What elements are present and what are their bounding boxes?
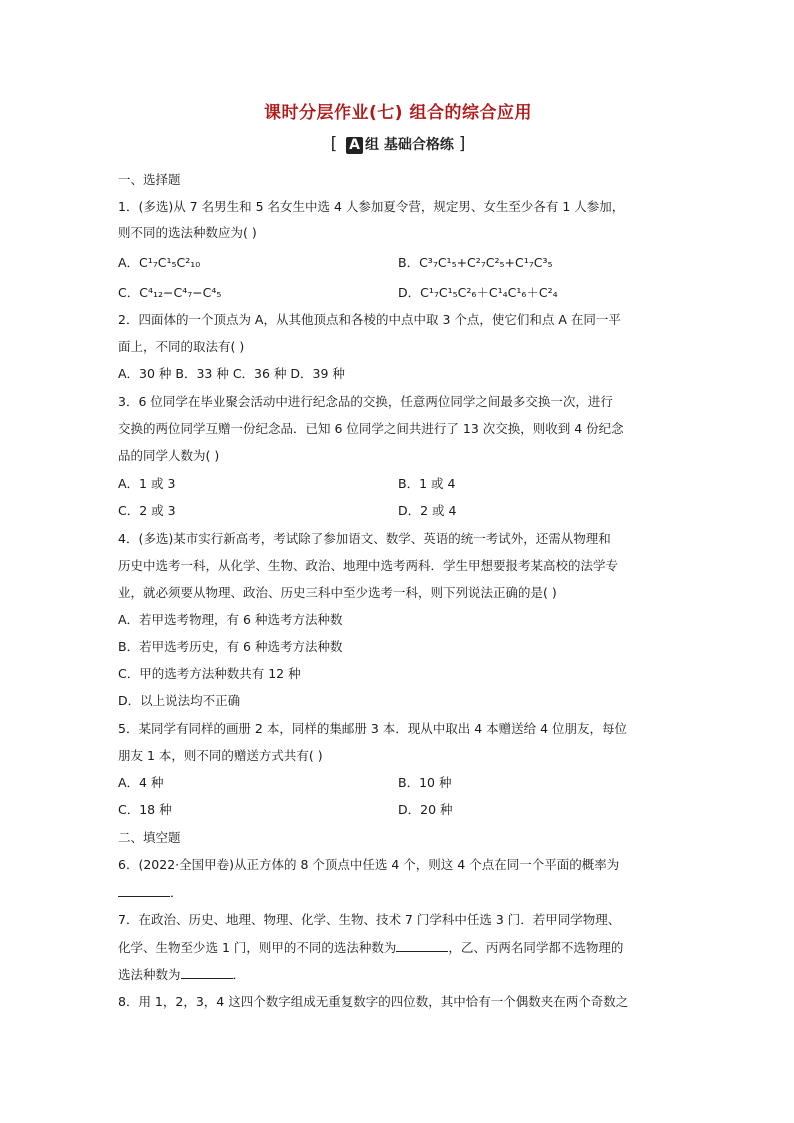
q4-line1: 4．(多选)某市实行新高考，考试除了参加语文、数学、英语的统一考试外，还需从物理和 [118,531,611,546]
q3-option-d: D．2 或 4 [398,503,457,518]
q4-line3: 业，就必须要从物理、政治、历史三科中至少选考一科，则下列说法正确的是( ) [118,585,557,600]
q3-line1: 3．6 位同学在毕业聚会活动中进行纪念品的交换，任意两位同学之间最多交换一次，进行 [118,394,613,409]
q7-line2-part1: 化学、生物至少选 1 门，则甲的不同的选法种数为 [118,940,397,955]
q4-line2: 历史中选考一科，从化学、生物、政治、地理中选考两科．学生甲想要报考某高校的法学专 [118,558,619,573]
group-label: 组 基础合格练 [364,137,454,153]
q6-line2 [118,884,183,901]
q6-line1: 6．(2022·全国甲卷)从正方体的 8 个顶点中任选 4 个，则这 4 个点在同一个平面的概率为 [118,857,620,872]
q4-option-d: D．以上说法均不正确 [118,693,241,708]
q3-line3: 品的同学人数为( ) [118,448,220,463]
bracket-open: [ [330,134,338,154]
q1-option-a: A．C¹₇C¹₅C²₁₀ [118,255,201,270]
q7-answer-blank-2[interactable] [181,966,233,979]
section-fill-heading: 二、填空题 [118,830,181,845]
q1-line2: 则不同的选法种数应为( ) [118,225,257,240]
q7-answer-blank-1[interactable] [396,939,448,952]
q1-option-b: B．C³₇C¹₅+C²₇C²₅+C¹₇C³₅ [398,255,553,270]
q3-option-c: C．2 或 3 [118,503,176,518]
q1-option-d: D．C¹₇C¹₅C²₆＋C¹₄C¹₆＋C²₄ [398,285,558,300]
q4-option-b: B．若甲选考历史，有 6 种选考方法种数 [118,639,343,654]
section-choice-heading: 一、选择题 [118,172,181,187]
q1-line1: 1．(多选)从 7 名男生和 5 名女生中选 4 人参加夏令营，规定男、女生至少各有 1 人参加， [118,199,625,214]
q7-line2-part2: ，乙、丙两名同学都不选物理的 [448,940,624,955]
group-letter-badge: A [346,137,363,154]
group-heading [118,134,678,154]
q7-line3 [118,966,245,983]
q6-line2-end: ． [170,885,183,900]
q5-option-c: C．18 种 [118,802,172,817]
q7-line3-part1: 选法种数为 [118,967,181,982]
q7-line3-part2: ． [232,967,246,982]
q1-option-c: C．C⁴₁₂−C⁴₇−C⁴₅ [118,285,222,300]
q3-option-a: A．1 或 3 [118,476,176,491]
q3-option-b: B．1 或 4 [398,476,456,491]
q8-line1: 8．用 1，2，3，4 这四个数字组成无重复数字的四位数，其中恰有一个偶数夹在两个奇数之 [118,994,629,1009]
q2-line1: 2．四面体的一个顶点为 A，从其他顶点和各棱的中点中取 3 个点，使它们和点 A 在同一平 [118,312,621,327]
q4-option-c: C．甲的选考方法种数共有 12 种 [118,666,301,681]
q4-option-a: A．若甲选考物理，有 6 种选考方法种数 [118,612,343,627]
q5-line1: 5．某同学有同样的画册 2 本，同样的集邮册 3 本．现从中取出 4 本赠送给 4 位朋友，每位 [118,721,628,736]
q2-options: A．30 种 B．33 种 C．36 种 D．39 种 [118,366,345,381]
page-title: 课时分层作业(七) 组合的综合应用 [264,103,532,123]
q7-line1: 7．在政治、历史、地理、物理、化学、生物、技术 7 门学科中任选 3 门．若甲同学物理、 [118,912,621,927]
q6-answer-blank[interactable] [118,884,170,897]
bracket-close: ] [458,134,466,154]
q5-option-b: B．10 种 [398,775,452,790]
q5-line2: 朋友 1 本，则不同的赠送方式共有( ) [118,748,323,763]
q2-line2: 面上，不同的取法有( ) [118,339,245,354]
q5-option-d: D．20 种 [398,802,453,817]
q3-line2: 交换的两位同学互赠一份纪念品．已知 6 位同学之间共进行了 13 次交换，则收到 4 份纪念 [118,421,624,436]
q5-option-a: A．4 种 [118,775,164,790]
q7-line2 [118,939,623,956]
